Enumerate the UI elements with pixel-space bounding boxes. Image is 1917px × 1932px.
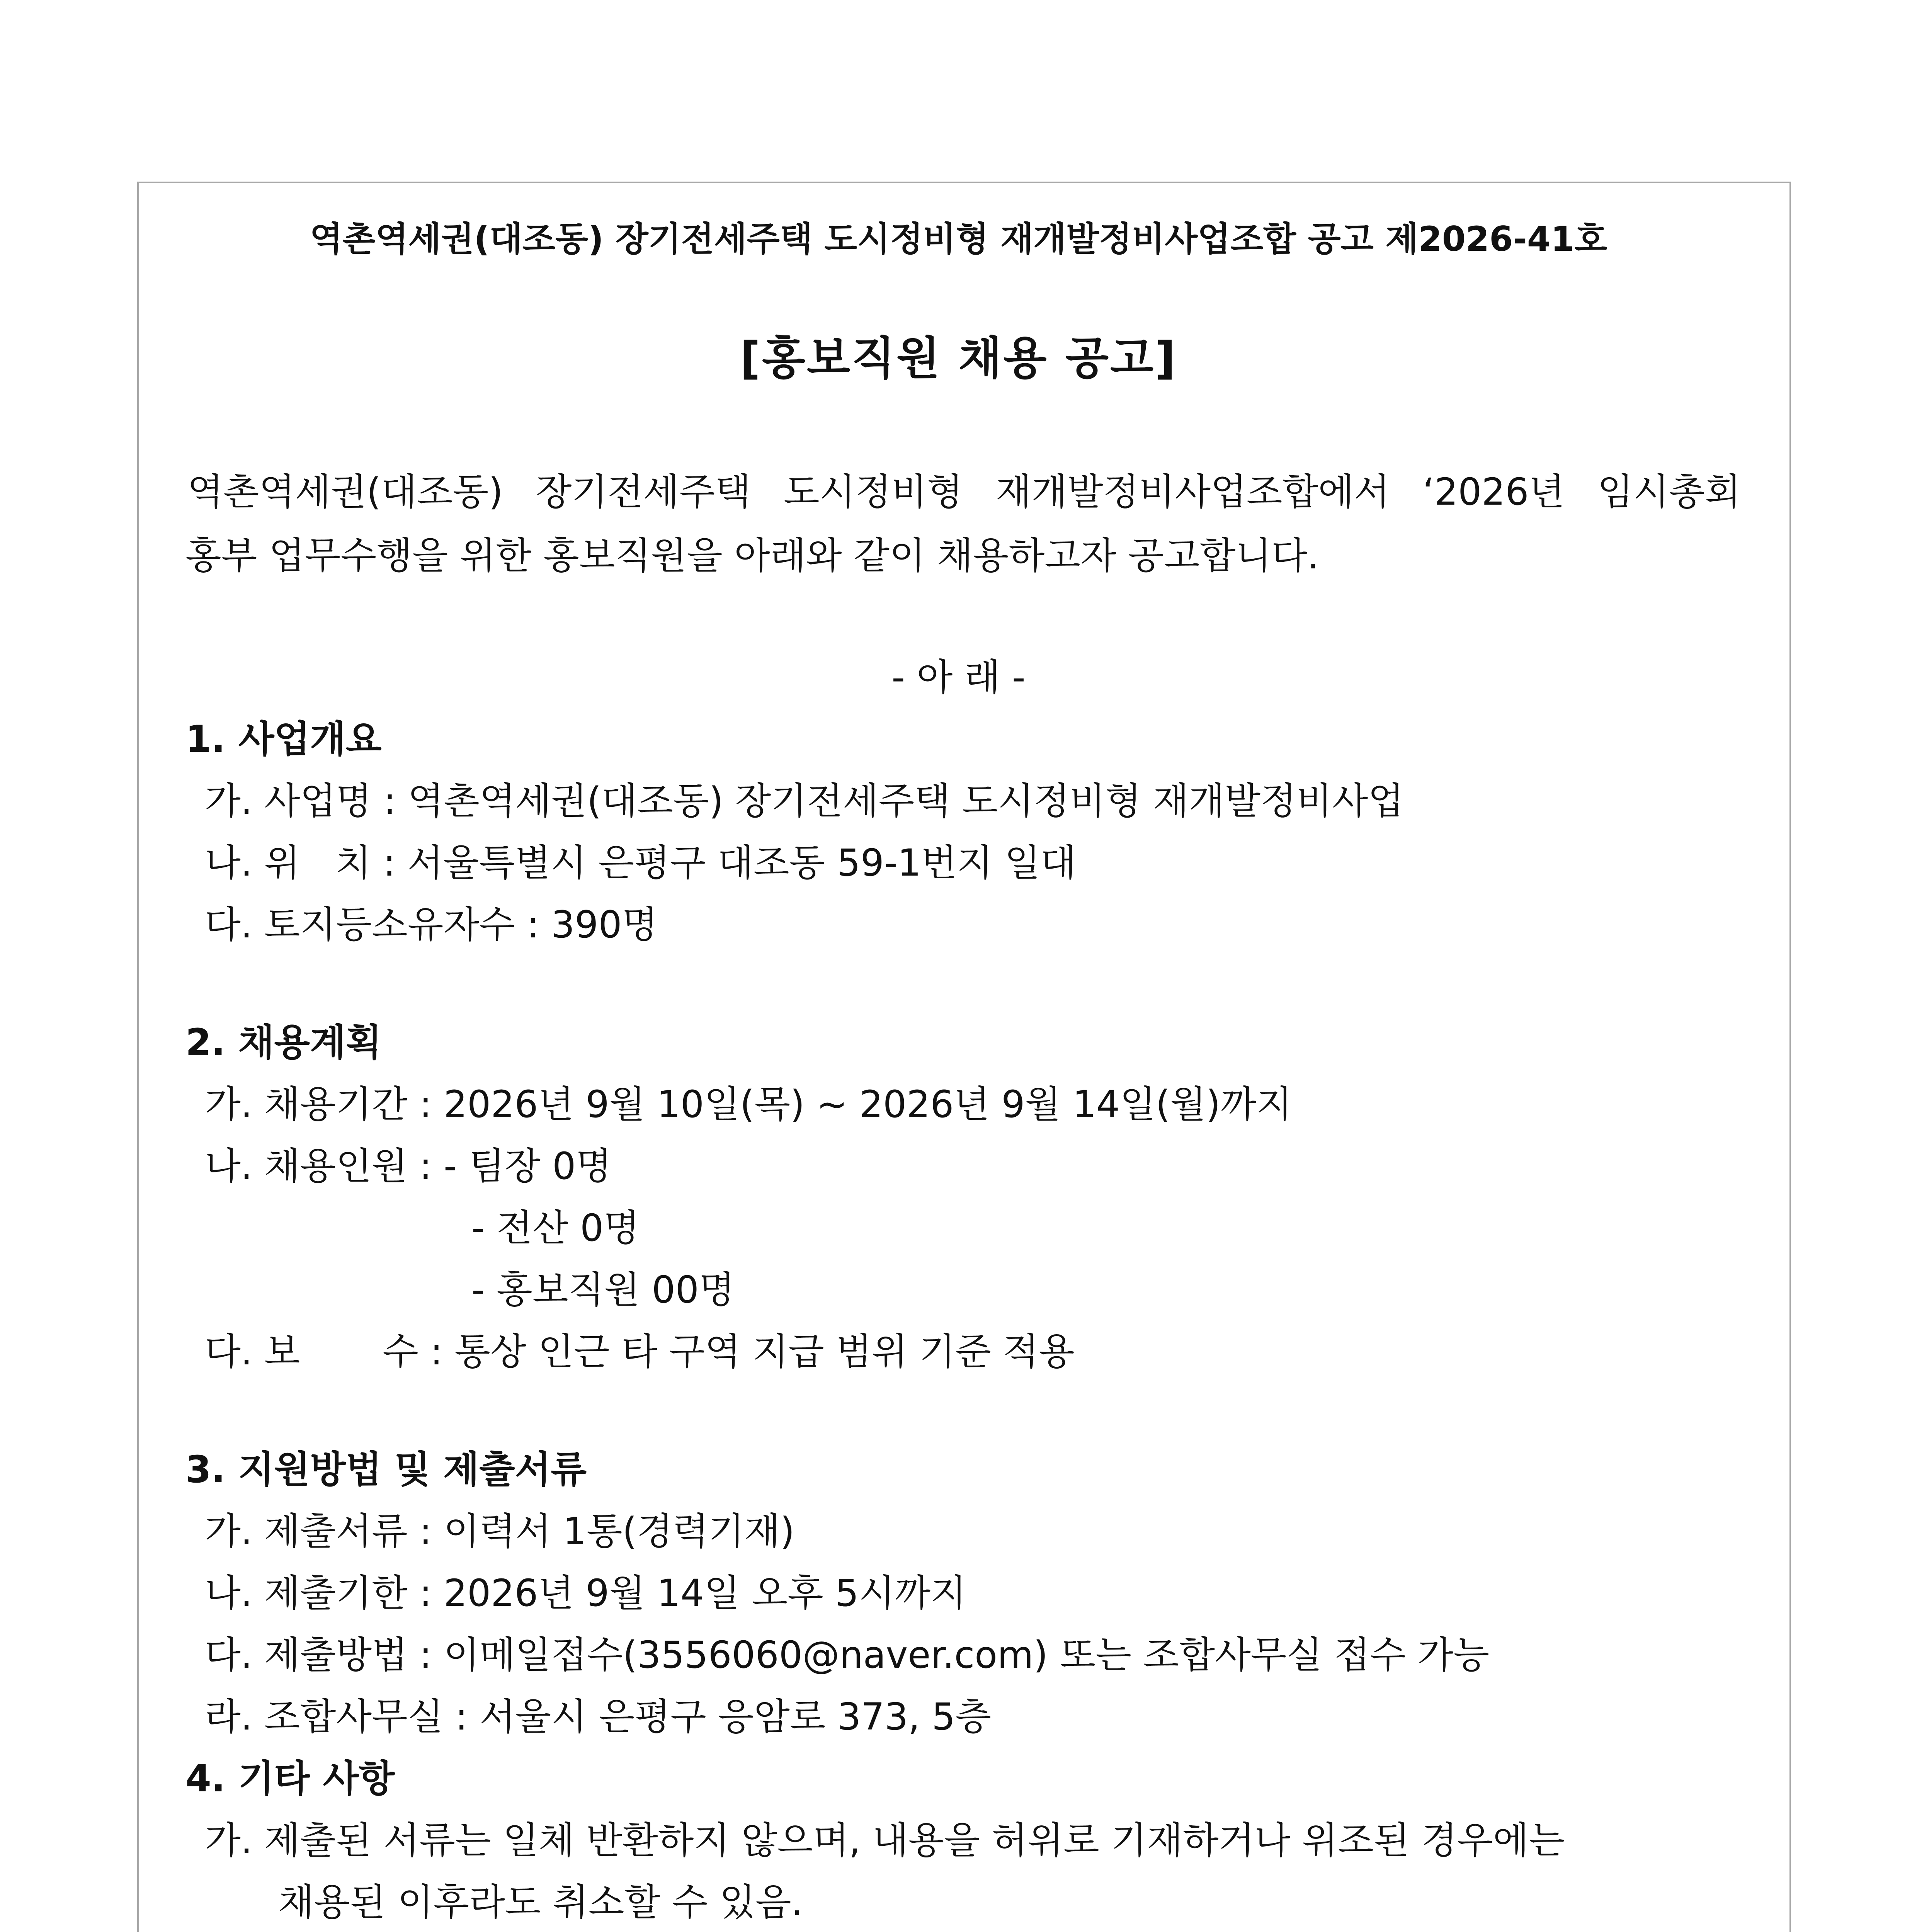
section-3-item: 가. 제출서류 : 이력서 1통(경력기재) [205,1510,795,1553]
section-4-heading: 4. 기타 사항 [185,1757,395,1800]
section-4-item: 가. 제출된 서류는 일체 반환하지 않으며, 내용을 허위로 기재하거나 위조된 경우에는 [205,1819,1565,1862]
section-3-item: 나. 제출기한 : 2026년 9월 14일 오후 5시까지 [205,1571,966,1615]
section-1-item: 다. 토지등소유자수 : 390명 [205,903,658,946]
separator-label: - 아 래 - [891,656,1026,699]
section-2-item: - 전산 0명 [471,1206,640,1250]
section-2-item: 가. 채용기간 : 2026년 9월 10일(목) ~ 2026년 9월 14일(월)까지 [205,1083,1292,1126]
intro-line-2: 홍부 업무수행을 위한 홍보직원을 아래와 같이 채용하고자 공고합니다. [185,534,1319,577]
section-1-heading: 1. 사업개요 [185,718,382,761]
notice-number: 역촌역세권(대조동) 장기전세주택 도시정비형 재개발정비사업조합 공고 제2026-41호 [310,219,1607,259]
section-1-item: 가. 사업명 : 역촌역세권(대조동) 장기전세주택 도시정비형 재개발정비사업 [205,779,1404,823]
section-3-heading: 3. 지원방법 및 제출서류 [185,1448,587,1491]
section-2-item: - 홍보직원 00명 [471,1268,735,1311]
page-title: [홍보직원 채용 공고] [740,332,1177,384]
section-1-item: 나. 위 치 : 서울특별시 은평구 대조동 59-1번지 일대 [205,841,1077,884]
section-3-item: 라. 조합사무실 : 서울시 은평구 응암로 373, 5층 [205,1695,992,1738]
section-4-item: 채용된 이후라도 취소할 수 있음. [278,1881,803,1924]
intro-line-1: 역촌역세권(대조동) 장기전세주택 도시정비형 재개발정비사업조합에서 ‘2026년 임시총회 [187,470,1741,514]
section-2-heading: 2. 채용계획 [185,1021,382,1064]
section-2-item: 나. 채용인원 : - 팀장 0명 [205,1145,612,1188]
section-2-item: 다. 보 수 : 통상 인근 타 구역 지급 범위 기준 적용 [205,1330,1075,1373]
section-3-item: 다. 제출방법 : 이메일접수(3556060@naver.com) 또는 조합사무실 접수 가능 [205,1633,1490,1677]
